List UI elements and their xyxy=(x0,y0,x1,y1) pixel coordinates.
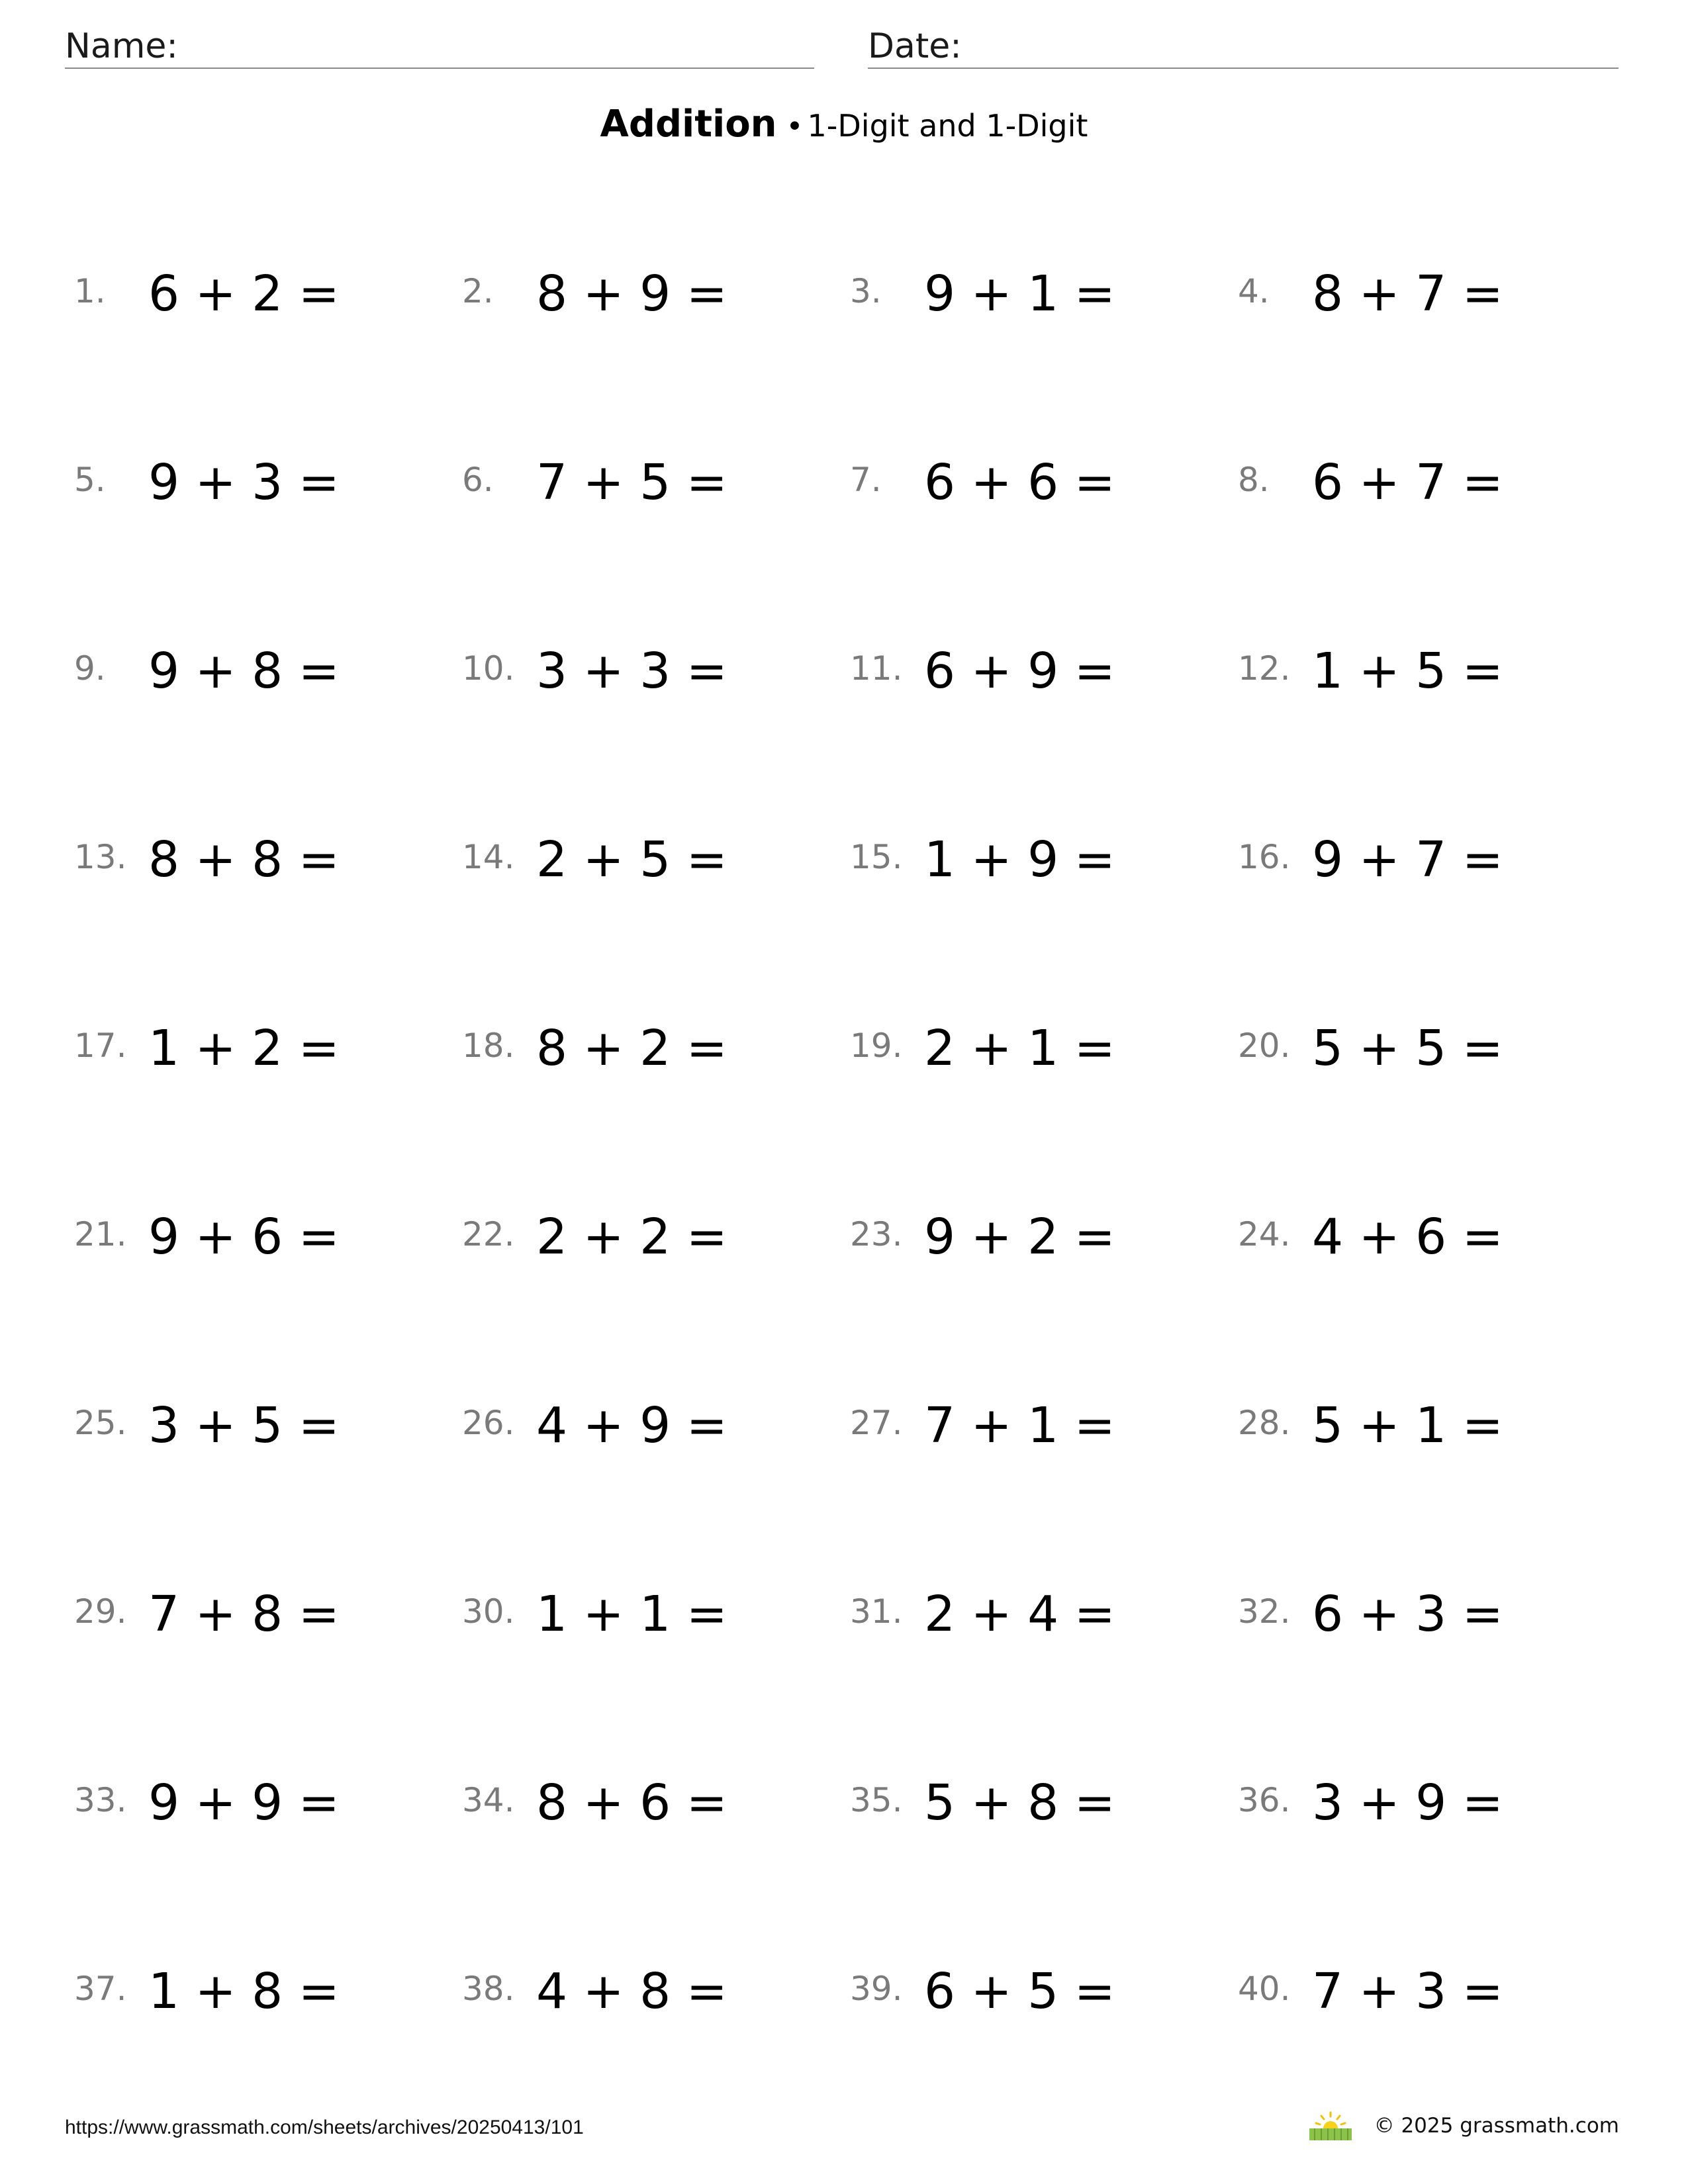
footer-branding xyxy=(1307,2110,1619,2142)
problem-expression: 7 + 3 = xyxy=(1312,1963,1503,2020)
problem-number: 16. xyxy=(1238,838,1291,876)
problem-item xyxy=(462,1764,850,1837)
problem-expression: 6 + 2 = xyxy=(148,265,340,322)
problem-expression: 9 + 6 = xyxy=(148,1208,340,1265)
problem-number: 9. xyxy=(74,649,106,688)
problem-number: 26. xyxy=(462,1404,515,1442)
problem-expression: 5 + 1 = xyxy=(1312,1397,1503,1454)
problem-item xyxy=(850,1387,1238,1459)
problem-item xyxy=(850,1009,1238,1082)
problem-number: 2. xyxy=(462,272,494,310)
problem-number: 39. xyxy=(850,1970,903,2008)
problem-number: 19. xyxy=(850,1026,903,1065)
problem-item xyxy=(74,255,462,328)
problem-expression: 1 + 2 = xyxy=(148,1020,340,1077)
problem-item xyxy=(1238,821,1626,893)
problem-item xyxy=(74,1009,462,1082)
problem-item xyxy=(850,1764,1238,1837)
problem-expression: 6 + 6 = xyxy=(924,454,1115,511)
problem-item xyxy=(462,632,850,705)
problem-number: 22. xyxy=(462,1215,515,1253)
copyright-text: © 2025 grassmath.com xyxy=(1374,2114,1619,2138)
problem-expression: 9 + 1 = xyxy=(924,265,1115,322)
problem-expression: 5 + 8 = xyxy=(924,1774,1115,1831)
problem-item xyxy=(74,821,462,893)
problem-number: 34. xyxy=(462,1781,515,1819)
title-subtitle: 1-Digit and 1-Digit xyxy=(807,108,1088,144)
problem-number: 14. xyxy=(462,838,515,876)
problem-number: 12. xyxy=(1238,649,1291,688)
problem-number: 18. xyxy=(462,1026,515,1065)
problem-item xyxy=(462,1952,850,2025)
problem-expression: 4 + 9 = xyxy=(536,1397,727,1454)
problem-expression: 4 + 6 = xyxy=(1312,1208,1503,1265)
problem-item xyxy=(74,1575,462,1648)
problem-number: 35. xyxy=(850,1781,903,1819)
problem-item xyxy=(462,821,850,893)
problem-number: 37. xyxy=(74,1970,127,2008)
problem-number: 28. xyxy=(1238,1404,1291,1442)
problem-number: 1. xyxy=(74,272,106,310)
title-main: Addition xyxy=(600,103,777,146)
problem-expression: 9 + 2 = xyxy=(924,1208,1115,1265)
problem-expression: 7 + 8 = xyxy=(148,1586,340,1643)
problem-item xyxy=(850,1575,1238,1648)
problem-expression: 8 + 2 = xyxy=(536,1020,727,1077)
problem-number: 31. xyxy=(850,1592,903,1631)
problem-item xyxy=(850,1198,1238,1271)
problem-number: 20. xyxy=(1238,1026,1291,1065)
problem-item xyxy=(74,1764,462,1837)
problem-item xyxy=(462,1575,850,1648)
problem-item xyxy=(74,1952,462,2025)
problem-item xyxy=(850,255,1238,328)
problem-number: 40. xyxy=(1238,1970,1291,2008)
problem-item xyxy=(462,443,850,516)
problem-item xyxy=(1238,1575,1626,1648)
problem-number: 27. xyxy=(850,1404,903,1442)
problem-item xyxy=(850,632,1238,705)
problem-expression: 8 + 7 = xyxy=(1312,265,1503,322)
problem-expression: 9 + 9 = xyxy=(148,1774,340,1831)
problem-expression: 8 + 8 = xyxy=(148,831,340,888)
problem-expression: 3 + 3 = xyxy=(536,643,727,700)
problem-expression: 9 + 3 = xyxy=(148,454,340,511)
problem-number: 4. xyxy=(1238,272,1270,310)
sun-over-grass-icon xyxy=(1307,2110,1354,2142)
problem-item xyxy=(74,1198,462,1271)
date-label: Date: xyxy=(868,26,962,66)
problem-expression: 8 + 6 = xyxy=(536,1774,727,1831)
problem-expression: 1 + 8 = xyxy=(148,1963,340,2020)
problem-number: 24. xyxy=(1238,1215,1291,1253)
problem-number: 36. xyxy=(1238,1781,1291,1819)
problem-expression: 7 + 5 = xyxy=(536,454,727,511)
problem-number: 25. xyxy=(74,1404,127,1442)
problem-expression: 6 + 3 = xyxy=(1312,1586,1503,1643)
problem-expression: 8 + 9 = xyxy=(536,265,727,322)
problem-item xyxy=(1238,632,1626,705)
problem-number: 6. xyxy=(462,461,494,499)
problem-item xyxy=(1238,1009,1626,1082)
problem-item xyxy=(462,1387,850,1459)
problem-number: 21. xyxy=(74,1215,127,1253)
problem-item xyxy=(1238,1387,1626,1459)
problem-item xyxy=(1238,255,1626,328)
problem-expression: 2 + 5 = xyxy=(536,831,727,888)
problem-number: 15. xyxy=(850,838,903,876)
problem-expression: 2 + 2 = xyxy=(536,1208,727,1265)
problem-grid xyxy=(74,255,1623,2141)
problem-item xyxy=(74,1387,462,1459)
problem-number: 5. xyxy=(74,461,106,499)
problem-expression: 6 + 7 = xyxy=(1312,454,1503,511)
problem-number: 23. xyxy=(850,1215,903,1253)
problem-expression: 3 + 9 = xyxy=(1312,1774,1503,1831)
problem-number: 38. xyxy=(462,1970,515,2008)
problem-expression: 1 + 9 = xyxy=(924,831,1115,888)
problem-expression: 9 + 8 = xyxy=(148,643,340,700)
problem-number: 30. xyxy=(462,1592,515,1631)
problem-item xyxy=(462,255,850,328)
problem-expression: 2 + 1 = xyxy=(924,1020,1115,1077)
problem-number: 17. xyxy=(74,1026,127,1065)
name-field[interactable] xyxy=(65,24,814,69)
problem-expression: 3 + 5 = xyxy=(148,1397,340,1454)
problem-number: 3. xyxy=(850,272,882,310)
name-label: Name: xyxy=(65,26,178,66)
problem-expression: 2 + 4 = xyxy=(924,1586,1115,1643)
problem-item xyxy=(850,443,1238,516)
problem-expression: 7 + 1 = xyxy=(924,1397,1115,1454)
problem-expression: 6 + 9 = xyxy=(924,643,1115,700)
footer-url: https://www.grassmath.com/sheets/archives/20250413/101 xyxy=(65,2116,584,2138)
problem-item xyxy=(1238,443,1626,516)
problem-number: 8. xyxy=(1238,461,1270,499)
problem-expression: 4 + 8 = xyxy=(536,1963,727,2020)
problem-item xyxy=(74,632,462,705)
problem-item xyxy=(462,1009,850,1082)
problem-expression: 1 + 1 = xyxy=(536,1586,727,1643)
problem-number: 13. xyxy=(74,838,127,876)
worksheet-title xyxy=(0,103,1688,146)
problem-item xyxy=(850,821,1238,893)
problem-number: 11. xyxy=(850,649,903,688)
problem-number: 10. xyxy=(462,649,515,688)
problem-item xyxy=(1238,1952,1626,2025)
problem-expression: 5 + 5 = xyxy=(1312,1020,1503,1077)
problem-expression: 9 + 7 = xyxy=(1312,831,1503,888)
problem-item xyxy=(850,1952,1238,2025)
problem-number: 7. xyxy=(850,461,882,499)
problem-number: 29. xyxy=(74,1592,127,1631)
problem-number: 32. xyxy=(1238,1592,1291,1631)
problem-item xyxy=(1238,1198,1626,1271)
date-field[interactable] xyxy=(868,24,1618,69)
problem-item xyxy=(462,1198,850,1271)
title-separator: • xyxy=(786,110,804,144)
problem-item xyxy=(1238,1764,1626,1837)
problem-expression: 1 + 5 = xyxy=(1312,643,1503,700)
problem-item xyxy=(74,443,462,516)
problem-expression: 6 + 5 = xyxy=(924,1963,1115,2020)
problem-number: 33. xyxy=(74,1781,127,1819)
